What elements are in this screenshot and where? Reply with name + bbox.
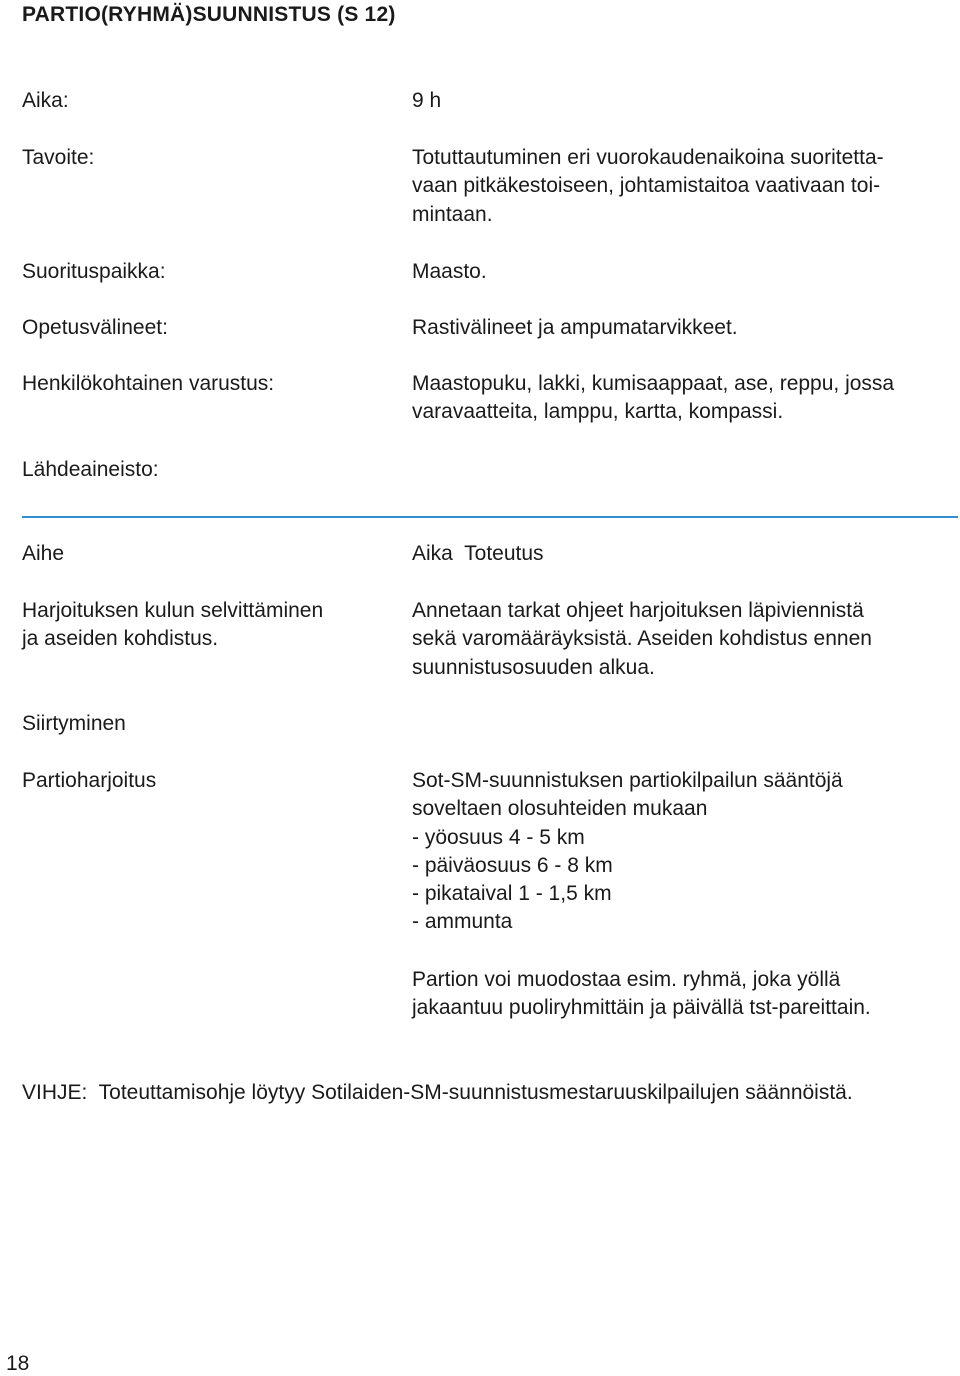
opetusvalineet-value: Rastivälineet ja ampumatarvikkeet. [412, 316, 738, 339]
tavoite-line: vaan pitkäkestoiseen, johtamistaitoa vaativaan toi- [412, 174, 881, 198]
row1-toteutus [412, 597, 872, 682]
row3-note-line: Partion voi muodostaa esim. ryhmä, joka yöllä [412, 968, 841, 991]
suorituspaikka-value: Maasto. [412, 260, 487, 283]
row1-aihe-line: Harjoituksen kulun selvittäminen [22, 599, 324, 622]
row3-toteutus [412, 767, 843, 937]
lahdeaineisto-label: Lähdeaineisto: [22, 458, 159, 481]
opetusvalineet-label: Opetusvälineet: [22, 316, 168, 339]
varustus-line: Maastopuku, lakki, kumisaappaat, ase, reppu, jossa [412, 372, 895, 395]
vihje-text: VIHJE: Toteuttamisohje löytyy Sotilaiden-SM-suunnistusmestaruuskilpailujen säännöistä. [22, 1081, 853, 1104]
row1-toteutus-line: suunnistusosuuden alkua. [412, 655, 655, 679]
page-number: 18 [6, 1352, 30, 1375]
tavoite-value [412, 144, 884, 229]
suorituspaikka-label: Suorituspaikka: [22, 260, 166, 283]
row3-note-line: jakaantuu puoliryhmittäin ja päivällä tst-pareittain. [412, 996, 871, 1020]
varustus-line: varavaatteita, lamppu, kartta, kompassi. [412, 400, 784, 424]
varustus-value [412, 370, 894, 427]
header-aika-toteutus: Aika Toteutus [412, 542, 544, 565]
tavoite-line: Totuttautuminen eri vuorokaudenaikoina suoritetta- [412, 146, 884, 169]
row3-toteutus-line: - pikataival 1 - 1,5 km [412, 882, 612, 906]
section-divider [22, 516, 958, 518]
row1-toteutus-line: sekä varomääräyksistä. Aseiden kohdistus ennen [412, 627, 872, 651]
header-aihe: Aihe [22, 542, 65, 565]
tavoite-line: mintaan. [412, 202, 493, 226]
aika-label: Aika: [22, 89, 69, 112]
row3-toteutus-line: soveltaen olosuhteiden mukaan [412, 797, 708, 821]
row3-toteutus-line: - päiväosuus 6 - 8 km [412, 853, 613, 877]
row3-aihe: Partioharjoitus [22, 769, 157, 792]
row1-aihe [22, 597, 323, 653]
row3-toteutus-line: - ammunta [412, 910, 513, 934]
row3-note [412, 966, 871, 1023]
aika-value: 9 h [412, 89, 442, 112]
row3-toteutus-line: - yöosuus 4 - 5 km [412, 825, 585, 849]
row2-aihe: Siirtyminen [22, 712, 126, 735]
varustus-label: Henkilökohtainen varustus: [22, 372, 275, 395]
row3-toteutus-line: Sot-SM-suunnistuksen partiokilpailun sääntöjä [412, 769, 843, 792]
page-title: PARTIO(RYHMÄ)SUUNNISTUS (S 12) [22, 3, 396, 26]
row1-toteutus-line: Annetaan tarkat ohjeet harjoituksen läpiviennistä [412, 599, 864, 622]
row1-aihe-line: ja aseiden kohdistus. [22, 627, 219, 650]
tavoite-label: Tavoite: [22, 146, 95, 169]
